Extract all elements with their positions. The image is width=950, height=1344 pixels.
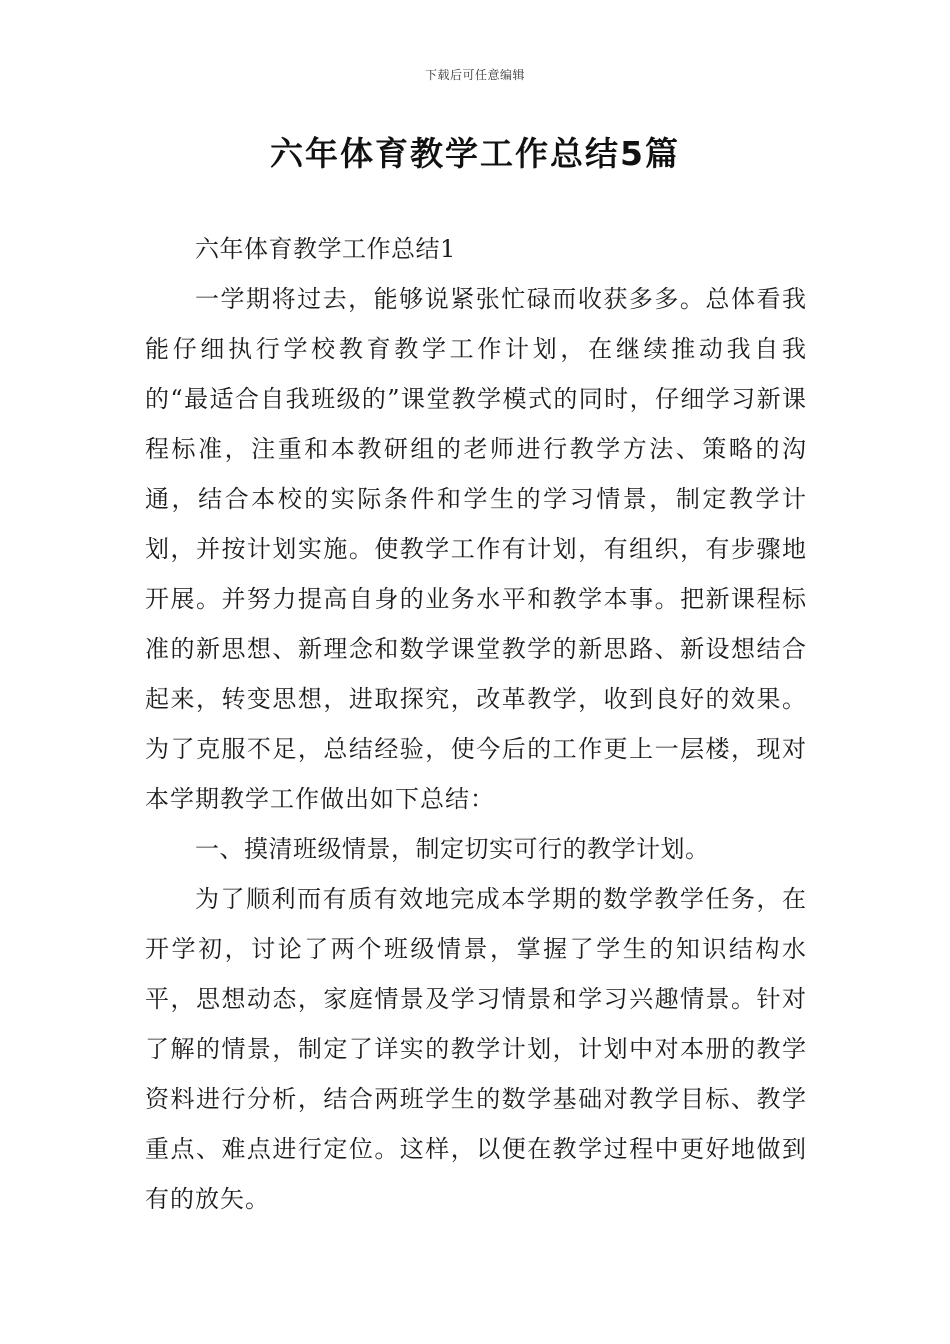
section-heading: 六年体育教学工作总结1 bbox=[195, 235, 456, 263]
body-paragraph: 一学期将过去，能够说紧张忙碌而收获多多。总体看我能仔细执行学校教育教学工作计划，在继续推动我自我的“最适合自我班级的”课堂教学模式的同时，仔细学习新课程标准，注重和本教研组的老师进行教学方法、策略的沟通，结合本校的实际条件和学生的学习情景，制定教学计划，并按计划实施。使教学工作有计划，有组织，有步骤地开展。并努力提高自身的业务水平和教学本事。把新课程标准的新思想、新理念和数学课堂教学的新思路、新设想结合起来，转变思想，进取探究，改革教学，收到良好的效果。为了克服不足，总结经验，使今后的工作更上一层楼，现对本学期教学工作做出如下总结： bbox=[145, 285, 807, 813]
document-title: 六年体育教学工作总结5篇 bbox=[270, 134, 680, 173]
document-body bbox=[145, 224, 807, 1224]
header-note: 下载后可任意编辑 bbox=[424, 68, 525, 82]
section-subheading: 一、摸清班级情景，制定切实可行的教学计划。 bbox=[195, 835, 710, 863]
body-paragraph: 为了顺利而有质有效地完成本学期的数学教学任务，在开学初，讨论了两个班级情景，掌握了学生的知识结构水平，思想动态，家庭情景及学习情景和学习兴趣情景。针对了解的情景，制定了详实的教学计划，计划中对本册的教学资料进行分析，结合两班学生的数学基础对教学目标、教学重点、难点进行定位。这样，以便在教学过程中更好地做到有的放矢。 bbox=[145, 885, 807, 1213]
